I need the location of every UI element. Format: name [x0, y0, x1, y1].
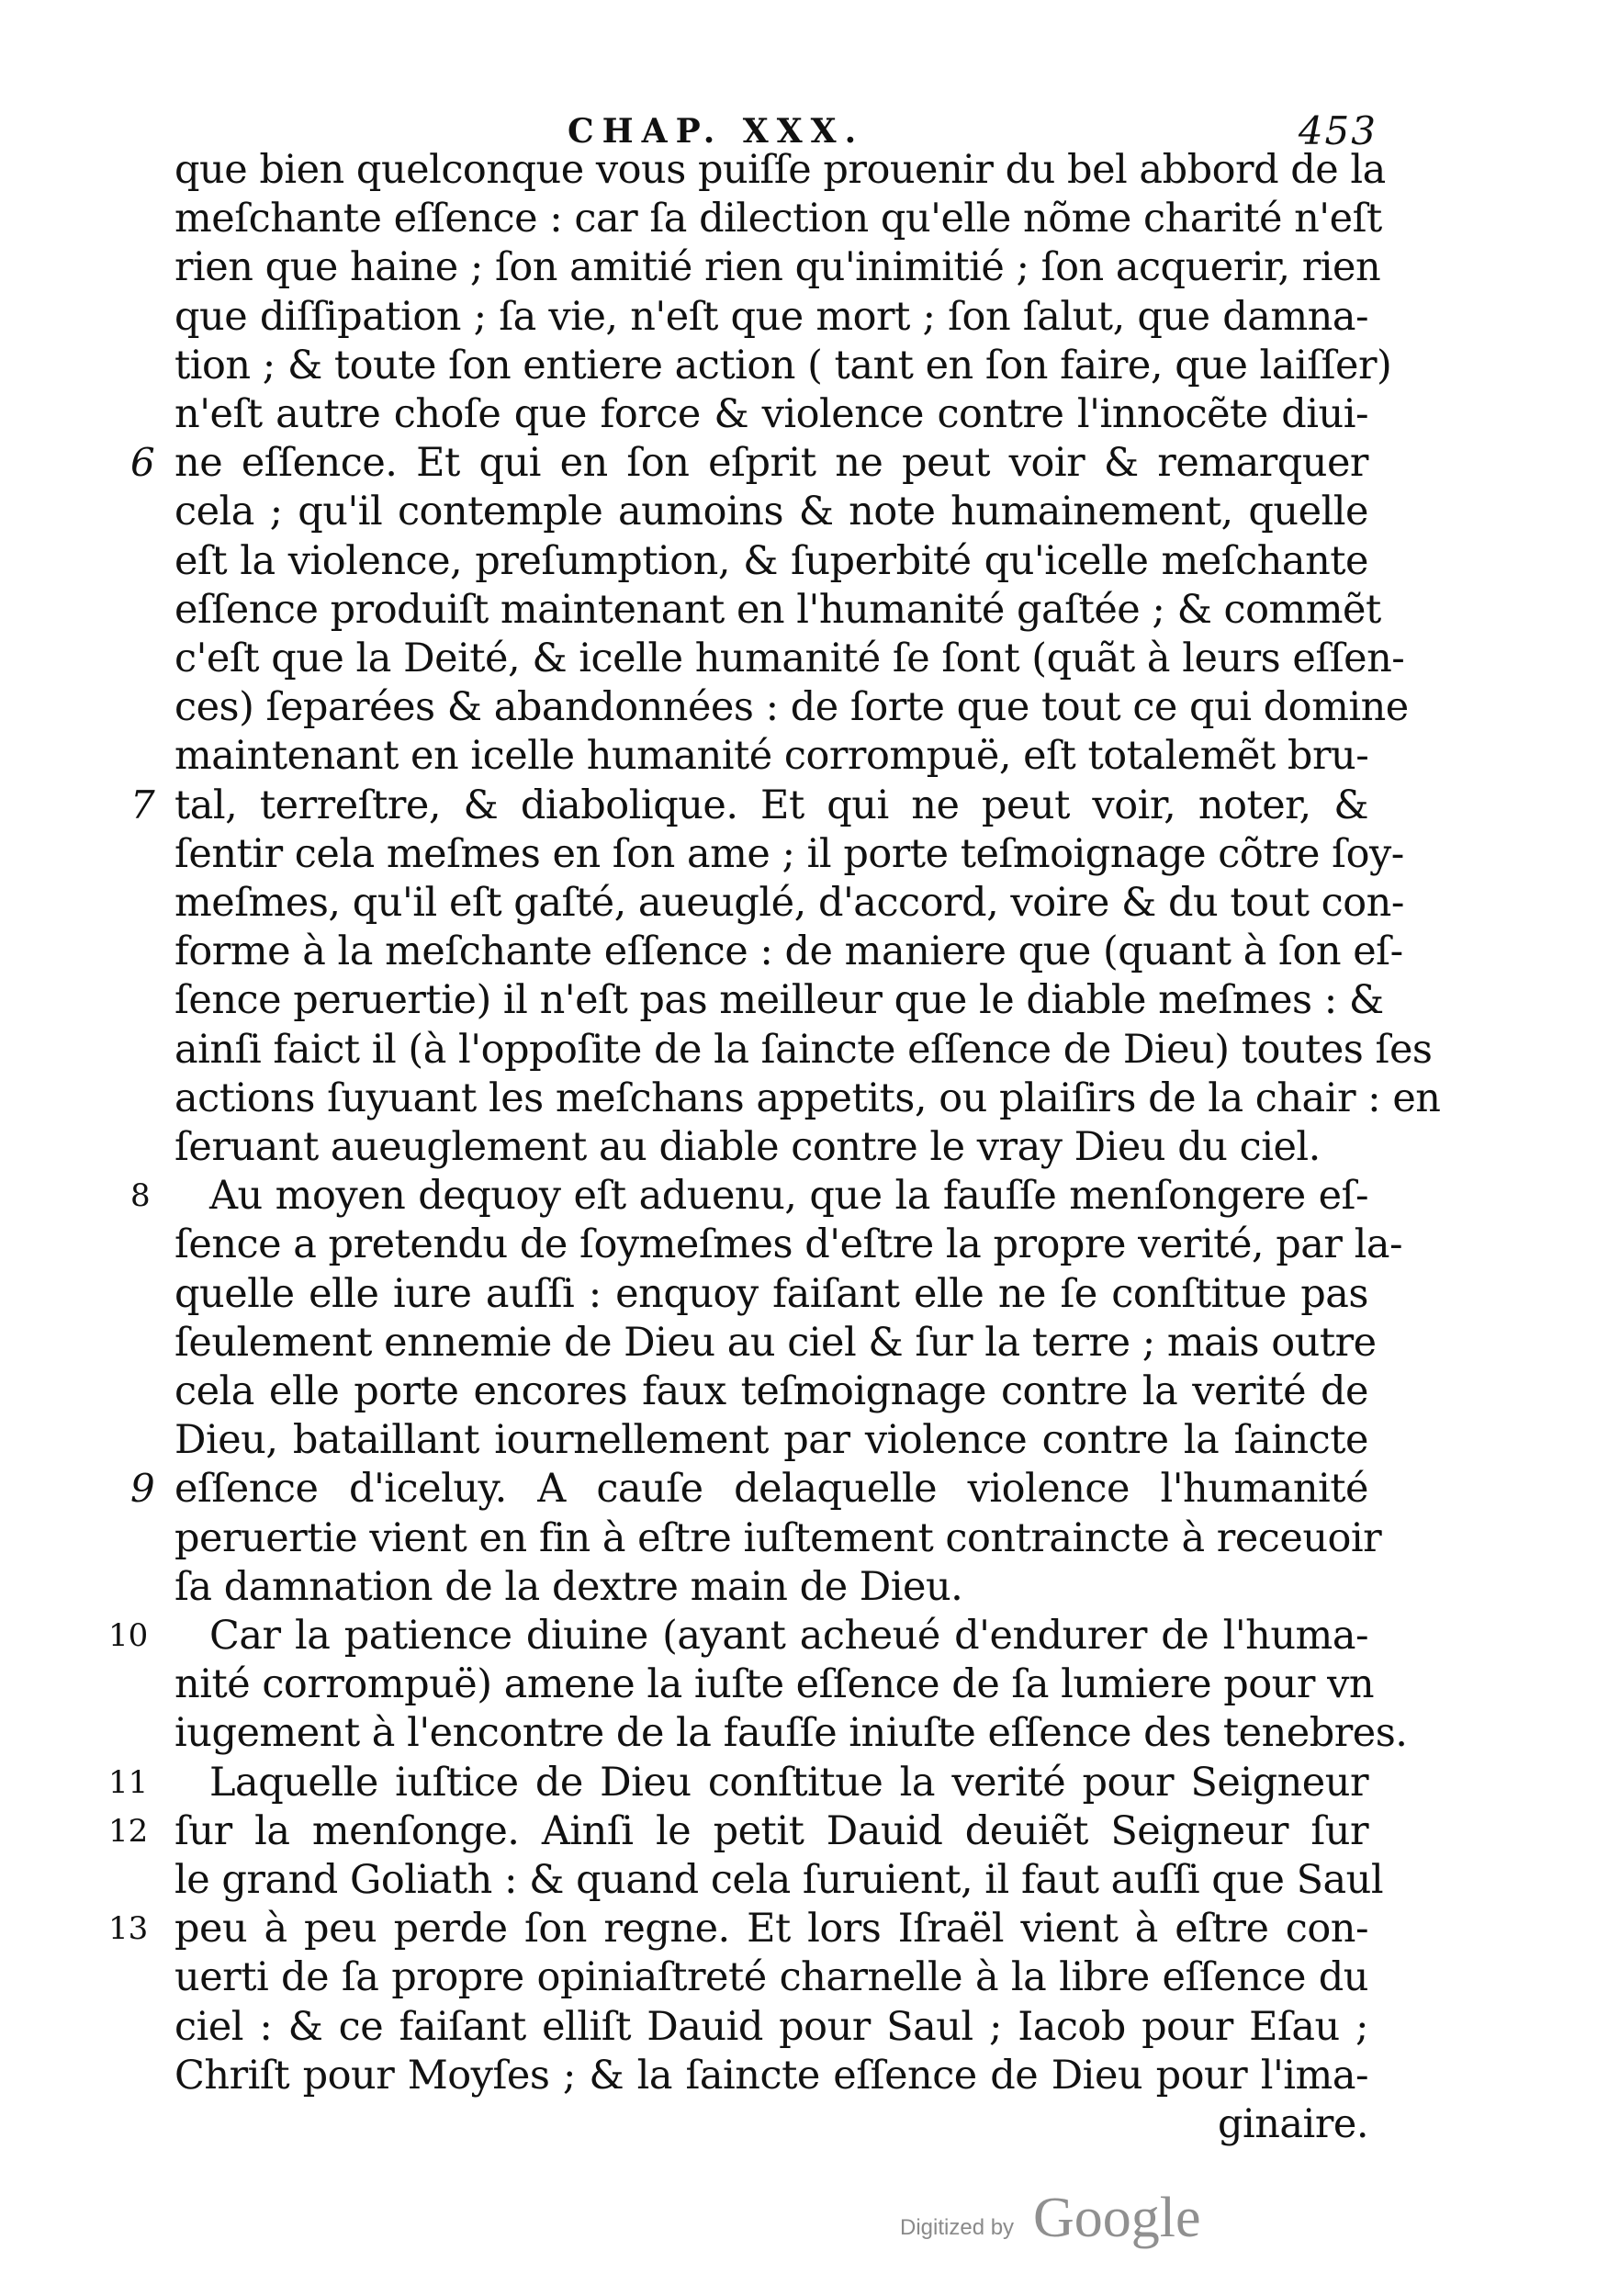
digitized-by-label: Digitized by	[900, 2215, 1015, 2240]
digitization-watermark	[900, 2186, 1322, 2250]
verse-number: 7	[130, 782, 155, 827]
text-line: actions ſuyuant les meſchans appetits, ou plaiſirs de la chair : en	[174, 1075, 1441, 1121]
text-line: Au moyen dequoy eſt aduenu, que la fauſſe menſongere eſ-	[209, 1173, 1368, 1219]
text-line: tal, terreſtre, & diabolique. Et qui ne peut voir, noter, &	[174, 782, 1368, 828]
text-line: ciel : & ce faiſant elliſt Dauid pour Saul ; Iacob pour Eſau ;	[174, 2004, 1368, 2050]
text-line: Laquelle iuſtice de Dieu conſtitue la verité pour Seigneur	[209, 1760, 1368, 1806]
text-line: ces) ſeparées & abandonnées : de ſorte que tout ce qui domine	[174, 684, 1409, 730]
text-line: eſt la violence, preſumption, & ſuperbité qu'icelle meſchante	[174, 538, 1368, 584]
text-line: cela elle porte encores faux teſmoignage contre la verité de	[174, 1368, 1368, 1414]
verse-number: 10	[108, 1617, 149, 1654]
verse-number: 11	[108, 1764, 149, 1801]
text-line: maintenant en icelle humanité corrompuë, eſt totalemẽt bru-	[174, 733, 1369, 779]
page-number: 453	[1298, 108, 1378, 153]
text-line: ſeruant aueuglement au diable contre le vray Dieu du ciel.	[174, 1124, 1321, 1170]
text-line: ſence a pretendu de ſoymeſmes d'eſtre la propre verité, par la-	[174, 1221, 1403, 1267]
text-line: rien que haine ; ſon amitié rien qu'inimitié ; ſon acquerir, rien	[174, 244, 1381, 290]
text-line: ginaire.	[1217, 2101, 1368, 2147]
google-logo: Google	[1033, 2187, 1201, 2249]
verse-number: 13	[108, 1910, 149, 1947]
text-line: Dieu, bataillant iournellement par violence contre la ſaincte	[174, 1417, 1368, 1463]
verse-number: 8	[130, 1177, 151, 1214]
text-line: ne eſſence. Et qui en ſon eſprit ne peut voir & remarquer	[174, 440, 1368, 486]
text-line: n'eſt autre choſe que force & violence contre l'innocẽte diui-	[174, 391, 1368, 437]
text-line: le grand Goliath : & quand cela ſuruient, il faut auſſi que Saul	[174, 1857, 1384, 1903]
chapter-title: CHAP. XXX.	[568, 112, 865, 151]
text-line: meſchante eſſence : car ſa dilection qu'elle nõme charité n'eſt	[174, 196, 1382, 242]
text-line: ſentir cela meſmes en ſon ame ; il porte teſmoignage cõtre ſoy-	[174, 831, 1404, 877]
verse-number: 12	[108, 1813, 149, 1850]
text-line: que bien quelconque vous puiſſe prouenir du bel abbord de la	[174, 147, 1386, 193]
text-line: eſſence d'iceluy. A cauſe delaquelle violence l'humanité	[174, 1466, 1368, 1512]
text-line: uerti de ſa propre opiniaſtreté charnelle à la libre eſſence du	[174, 1954, 1368, 2000]
text-line: cela ; qu'il contemple aumoins & note humainement, quelle	[174, 489, 1368, 535]
text-line: nité corrompuë) amene la iuſte eſſence de ſa lumiere pour vn	[174, 1661, 1375, 1707]
text-line: iugement à l'encontre de la fauſſe iniuſte eſſence des tenebres.	[174, 1710, 1408, 1756]
text-line: ſa damnation de la dextre main de Dieu.	[174, 1564, 963, 1610]
text-line: Chriſt pour Moyſes ; & la ſaincte eſſence de Dieu pour l'ima-	[174, 2053, 1368, 2099]
text-line: ſeulement ennemie de Dieu au ciel & ſur la terre ; mais outre	[174, 1320, 1377, 1366]
text-line: ſur la menſonge. Ainſi le petit Dauid deuiẽt Seigneur ſur	[174, 1808, 1368, 1854]
text-line: peu à peu perde ſon regne. Et lors Iſraël vient à eſtre con-	[174, 1906, 1368, 1952]
text-line: que diſſipation ; ſa vie, n'eſt que mort ; ſon ſalut, que damna-	[174, 294, 1368, 340]
text-line: ainſi faict il (à l'oppoſite de la ſaincte eſſence de Dieu) toutes ſes	[174, 1027, 1433, 1073]
text-line: forme à la meſchante eſſence : de maniere que (quant à ſon eſ-	[174, 929, 1403, 974]
text-line: meſmes, qu'il eſt gaſté, aueuglé, d'accord, voire & du tout con-	[174, 880, 1404, 926]
text-line: eſſence produiſt maintenant en l'humanité gaſtée ; & commẽt	[174, 587, 1381, 633]
text-line: peruertie vient en fin à eſtre iuſtement contraincte à receuoir	[174, 1515, 1382, 1561]
verse-number: 9	[130, 1466, 155, 1511]
text-line: Car la patience diuine (ayant acheué d'endurer de l'huma-	[209, 1613, 1368, 1659]
verse-number: 6	[130, 440, 155, 485]
text-line: quelle elle iure auſſi : enquoy faiſant elle ne ſe conſtitue pas	[174, 1271, 1368, 1317]
text-line: c'eſt que la Deité, & icelle humanité ſe ſont (quãt à leurs eſſen-	[174, 636, 1405, 681]
text-line: ſence peruertie) il n'eſt pas meilleur que le diable meſmes : &	[174, 977, 1384, 1023]
text-line: tion ; & toute ſon entiere action ( tant en ſon faire, que laiſſer)	[174, 343, 1392, 388]
